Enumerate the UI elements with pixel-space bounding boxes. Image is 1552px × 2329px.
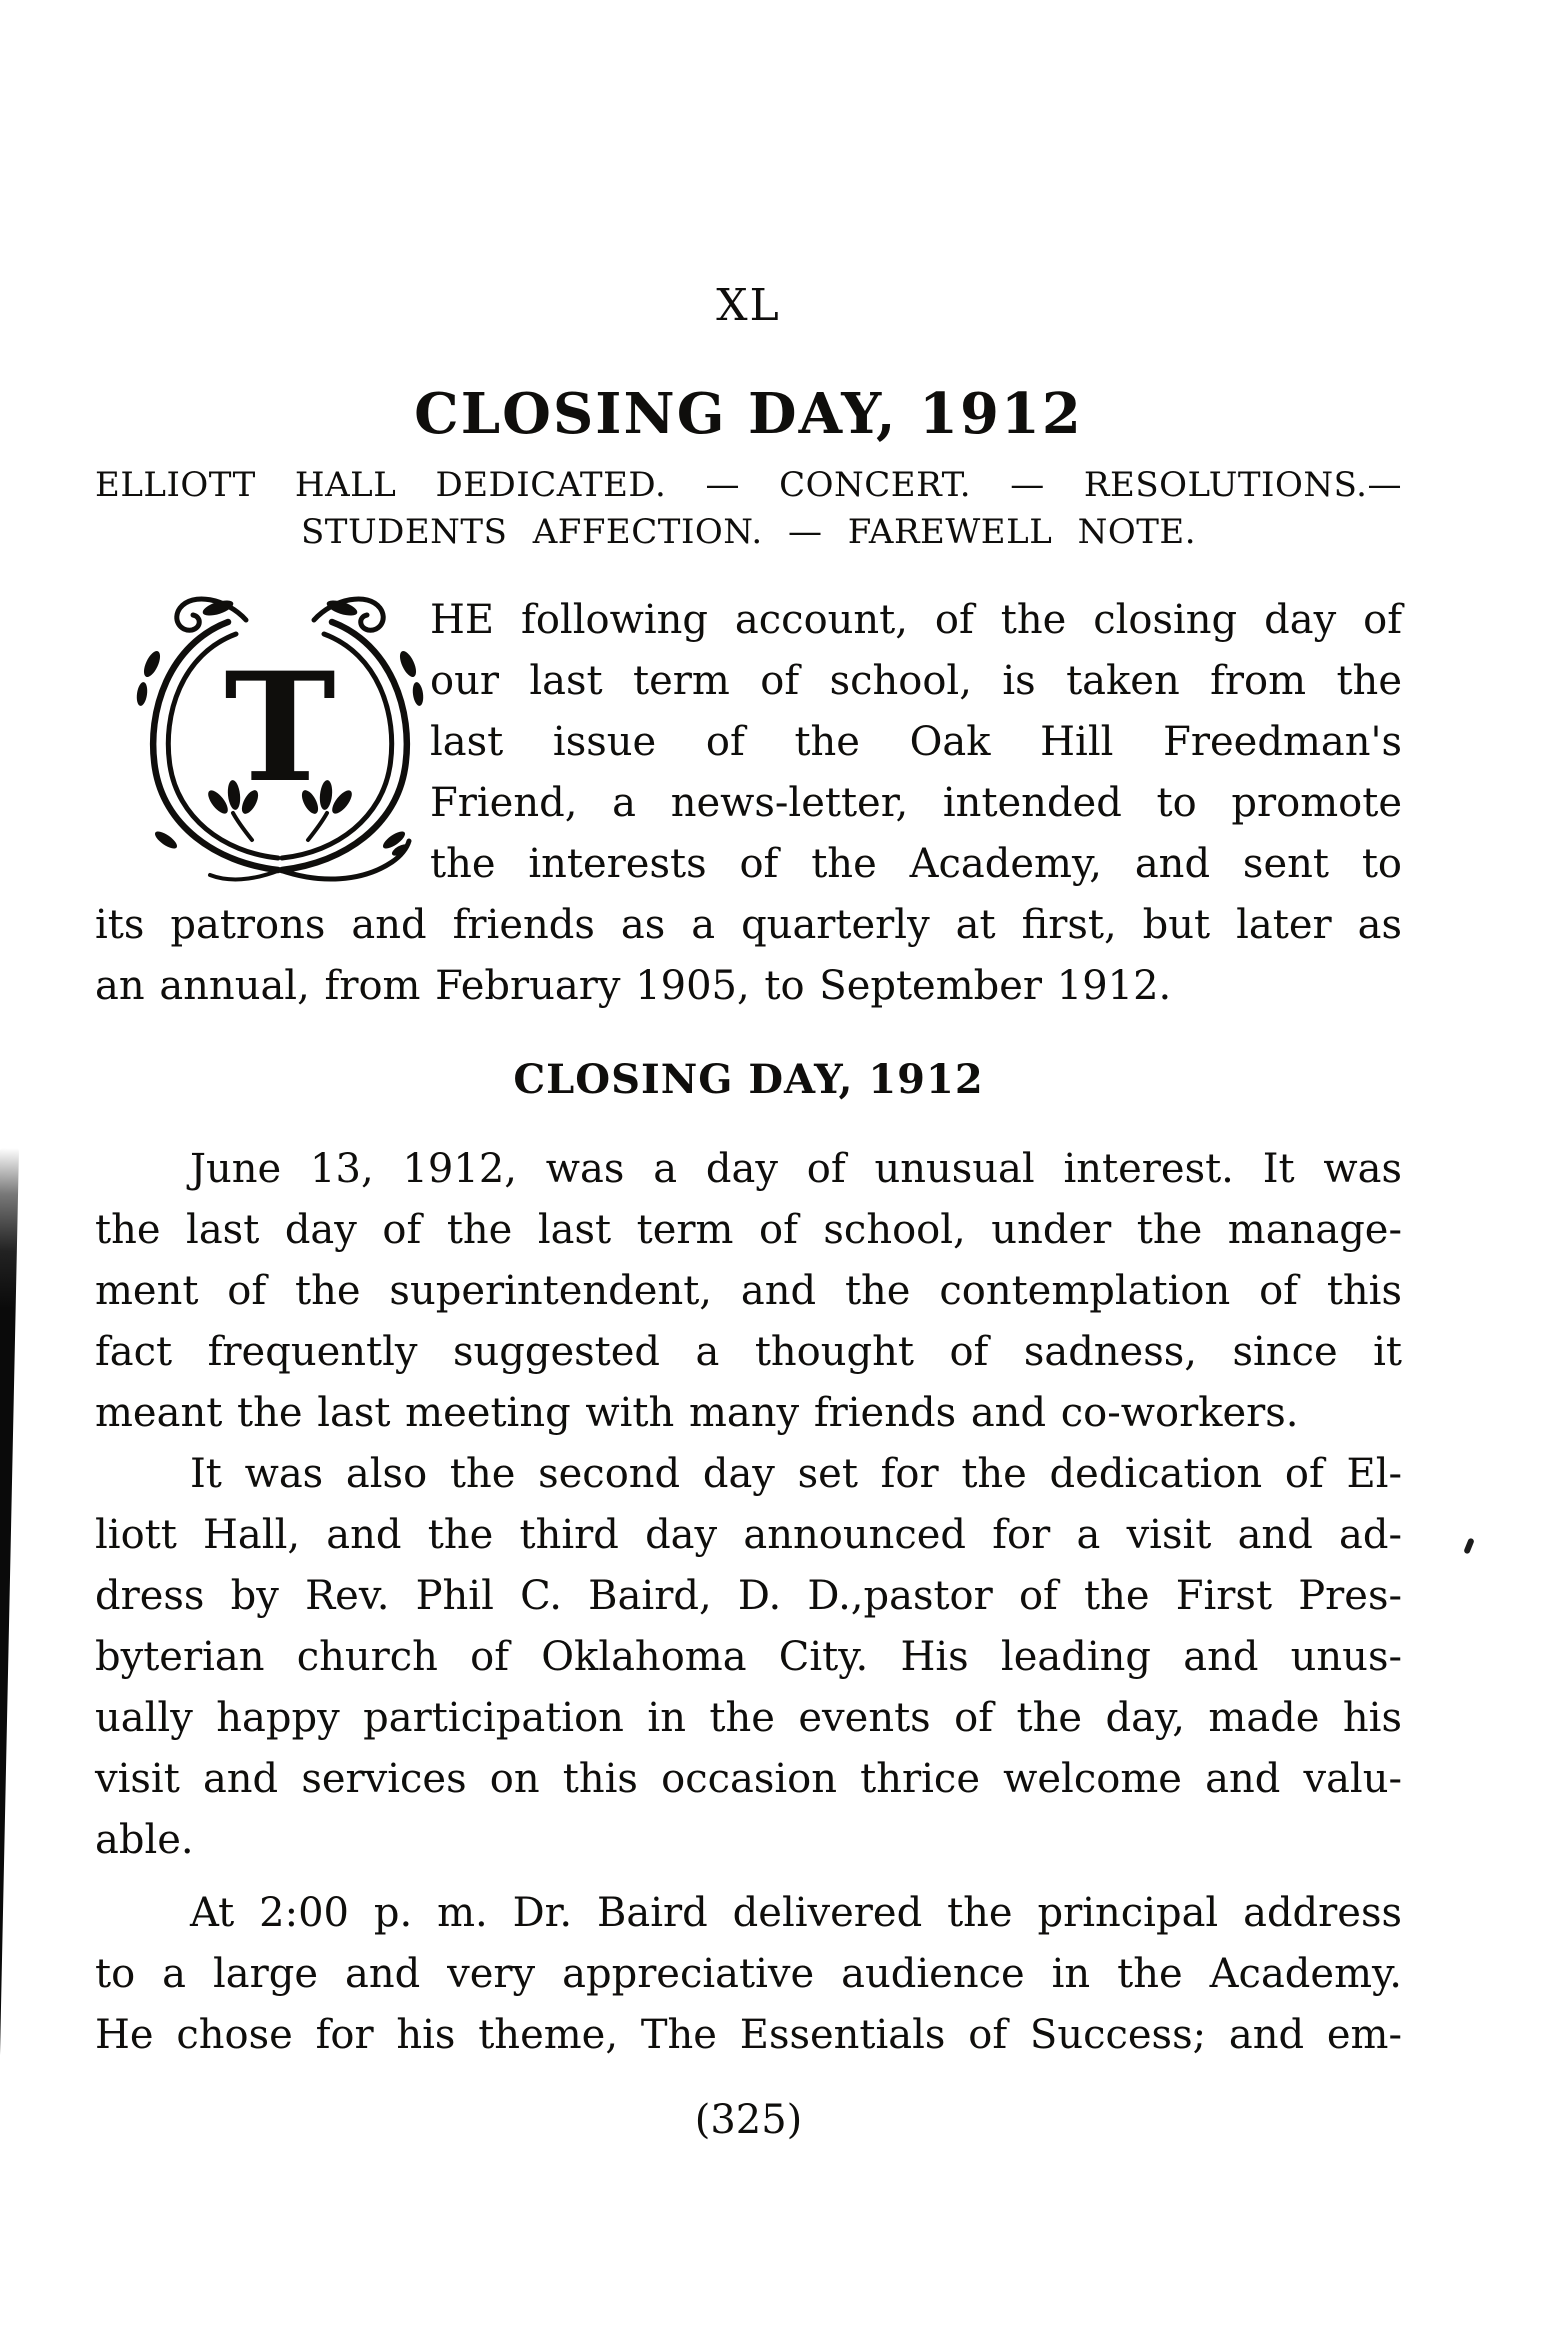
text-line: Friend, a news-letter, intended to promote <box>430 780 1402 826</box>
text-line: ually happy participation in the events of the day, made his <box>95 1695 1402 1741</box>
text-line: meant the last meeting with many friends and co-workers. <box>95 1390 1299 1436</box>
drop-cap-ornament <box>95 590 430 895</box>
text-line: the interests of the Academy, and sent to <box>430 841 1402 887</box>
text-line: last issue of the Oak Hill Freedman's <box>430 719 1402 765</box>
text-line: dress by Rev. Phil C. Baird, D. D.,pastor of the First Pres- <box>95 1573 1402 1619</box>
paragraph <box>95 1883 1402 2066</box>
text-line: an annual, from February 1905, to September 1912. <box>95 963 1172 1009</box>
subtitle-line: ELLIOTT HALL DEDICATED. — CONCERT. — RESOLUTIONS.— <box>95 465 1402 505</box>
text-line: He chose for his theme, The Essentials of Success; and em- <box>95 2012 1402 2058</box>
drop-cap-letter: T <box>224 640 336 816</box>
text-line: It was also the second day set for the dedication of El- <box>190 1451 1402 1497</box>
text-line: byterian church of Oklahoma City. His leading and unus- <box>95 1634 1402 1680</box>
text-line: fact frequently suggested a thought of sadness, since it <box>95 1329 1402 1375</box>
text-line: liott Hall, and the third day announced for a visit and ad- <box>95 1512 1402 1558</box>
page-number: (325) <box>694 2097 803 2143</box>
chapter-number: XL <box>716 280 781 331</box>
text-line: to a large and very appreciative audience in the Academy. <box>95 1951 1402 1997</box>
text-line: HE following account, of the closing day of <box>430 597 1402 643</box>
text-column <box>95 280 1402 2144</box>
floral-wreath-drop-cap-icon <box>130 590 430 885</box>
text-line: its patrons and friends as a quarterly at first, but later as <box>95 902 1402 948</box>
text-line: ment of the superintendent, and the contemplation of this <box>95 1268 1402 1314</box>
text-line: visit and services on this occasion thrice welcome and valu- <box>95 1756 1402 1802</box>
text-line: At 2:00 p. m. Dr. Baird delivered the principal address <box>190 1890 1402 1936</box>
text-line: June 13, 1912, was a day of unusual interest. It was <box>190 1146 1402 1192</box>
paragraph <box>95 1444 1402 1871</box>
text-line: able. <box>95 1817 194 1863</box>
text-line: our last term of school, is taken from the <box>430 658 1402 704</box>
ink-speck <box>1463 1537 1475 1554</box>
page-title: CLOSING DAY, 1912 <box>414 381 1083 447</box>
text-line: the last day of the last term of school, under the manage- <box>95 1207 1402 1253</box>
paragraph <box>95 1139 1402 1444</box>
section-heading: CLOSING DAY, 1912 <box>513 1056 984 1103</box>
paragraph-lede <box>95 590 1402 1017</box>
scan-gutter-shadow <box>0 1148 19 2298</box>
chapter-subtitle <box>95 462 1402 556</box>
subtitle-line: STUDENTS AFFECTION. — FAREWELL NOTE. <box>300 512 1197 552</box>
